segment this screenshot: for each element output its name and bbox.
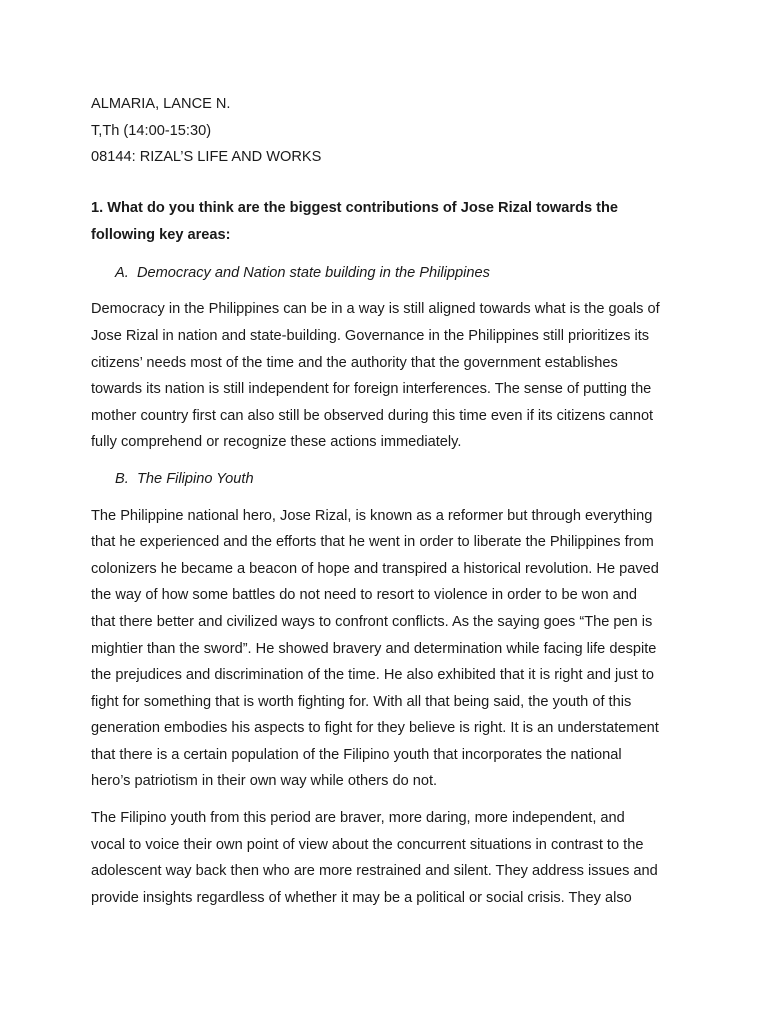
paragraph-line: mightier than the sword”. He showed bravery and determination while facing life despite [91,640,657,657]
section-b-marker: B. [115,470,129,487]
paragraph-line: colonizers he became a beacon of hope and transpired a historical revolution. He paved [91,560,659,577]
paragraph-line: the way of how some battles do not need to resort to violence in order to be won and [91,587,637,604]
section-a-marker: A. [115,264,129,281]
paragraph-line: fully comprehend or recognize these actions immediately. [91,434,462,451]
paragraph-line: that there is a certain population of the Filipino youth that incorporates the national [91,746,622,763]
paragraph-line: generation embodies his aspects to fight for they believe is right. It is an understatement [91,720,659,737]
paragraph-line: The Philippine national hero, Jose Rizal, is known as a reformer but through everything [91,507,653,524]
student-name: ALMARIA, LANCE N. [91,96,231,112]
section-b-paragraph-2 [91,805,691,911]
section-b-heading [91,466,691,493]
paragraph-line: the prejudices and discrimination of the time. He also exhibited that it is right and just to [91,667,654,684]
section-b-paragraph-1 [91,503,691,796]
course-title: 08144: RIZAL’S LIFE AND WORKS [91,149,322,166]
paragraph-line: that there better and civilized ways to confront conflicts. As the saying goes “The pen is [91,613,653,630]
paragraph-line: Jose Rizal in nation and state-building. Governance in the Philippines still prioritizes its [91,327,650,344]
question-line: 1. What do you think are the biggest contributions of Jose Rizal towards the [91,199,619,216]
section-b-title: The Filipino Youth [137,470,254,487]
question-heading [91,195,691,250]
paragraph-line: Democracy in the Philippines can be in a way is still aligned towards what is the goals of [91,301,660,318]
paragraph-line: provide insights regardless of whether it may be a political or social crisis. They also [91,889,632,906]
paragraph-line: hero’s patriotism in their own way while others do not. [91,773,438,790]
question-line: following key areas: [91,227,231,244]
section-a-title: Democracy and Nation state building in the Philippines [137,264,490,281]
section-a-heading [91,260,691,287]
document-body [91,91,691,911]
paragraph-line: adolescent way back then who are more restrained and silent. They address issues and [91,863,658,880]
class-schedule: T,Th (14:00-15:30) [91,122,212,139]
section-a-paragraph [91,296,691,456]
paragraph-line: fight for something that is worth fighting for. With all that being said, the youth of this [91,693,632,710]
paragraph-line: that he experienced and the efforts that he went in order to liberate the Philippines from [91,534,654,551]
paragraph-line: vocal to voice their own point of view about the concurrent situations in contrast to the [91,836,644,853]
paragraph-line: citizens’ needs most of the time and the authority that the government establishes [91,354,618,371]
paragraph-line: mother country first can also still be observed during this time even if its citizens cannot [91,407,654,424]
paragraph-line: The Filipino youth from this period are braver, more daring, more independent, and [91,810,625,827]
paragraph-line: towards its nation is still independent for foreign interferences. The sense of putting the [91,381,652,398]
